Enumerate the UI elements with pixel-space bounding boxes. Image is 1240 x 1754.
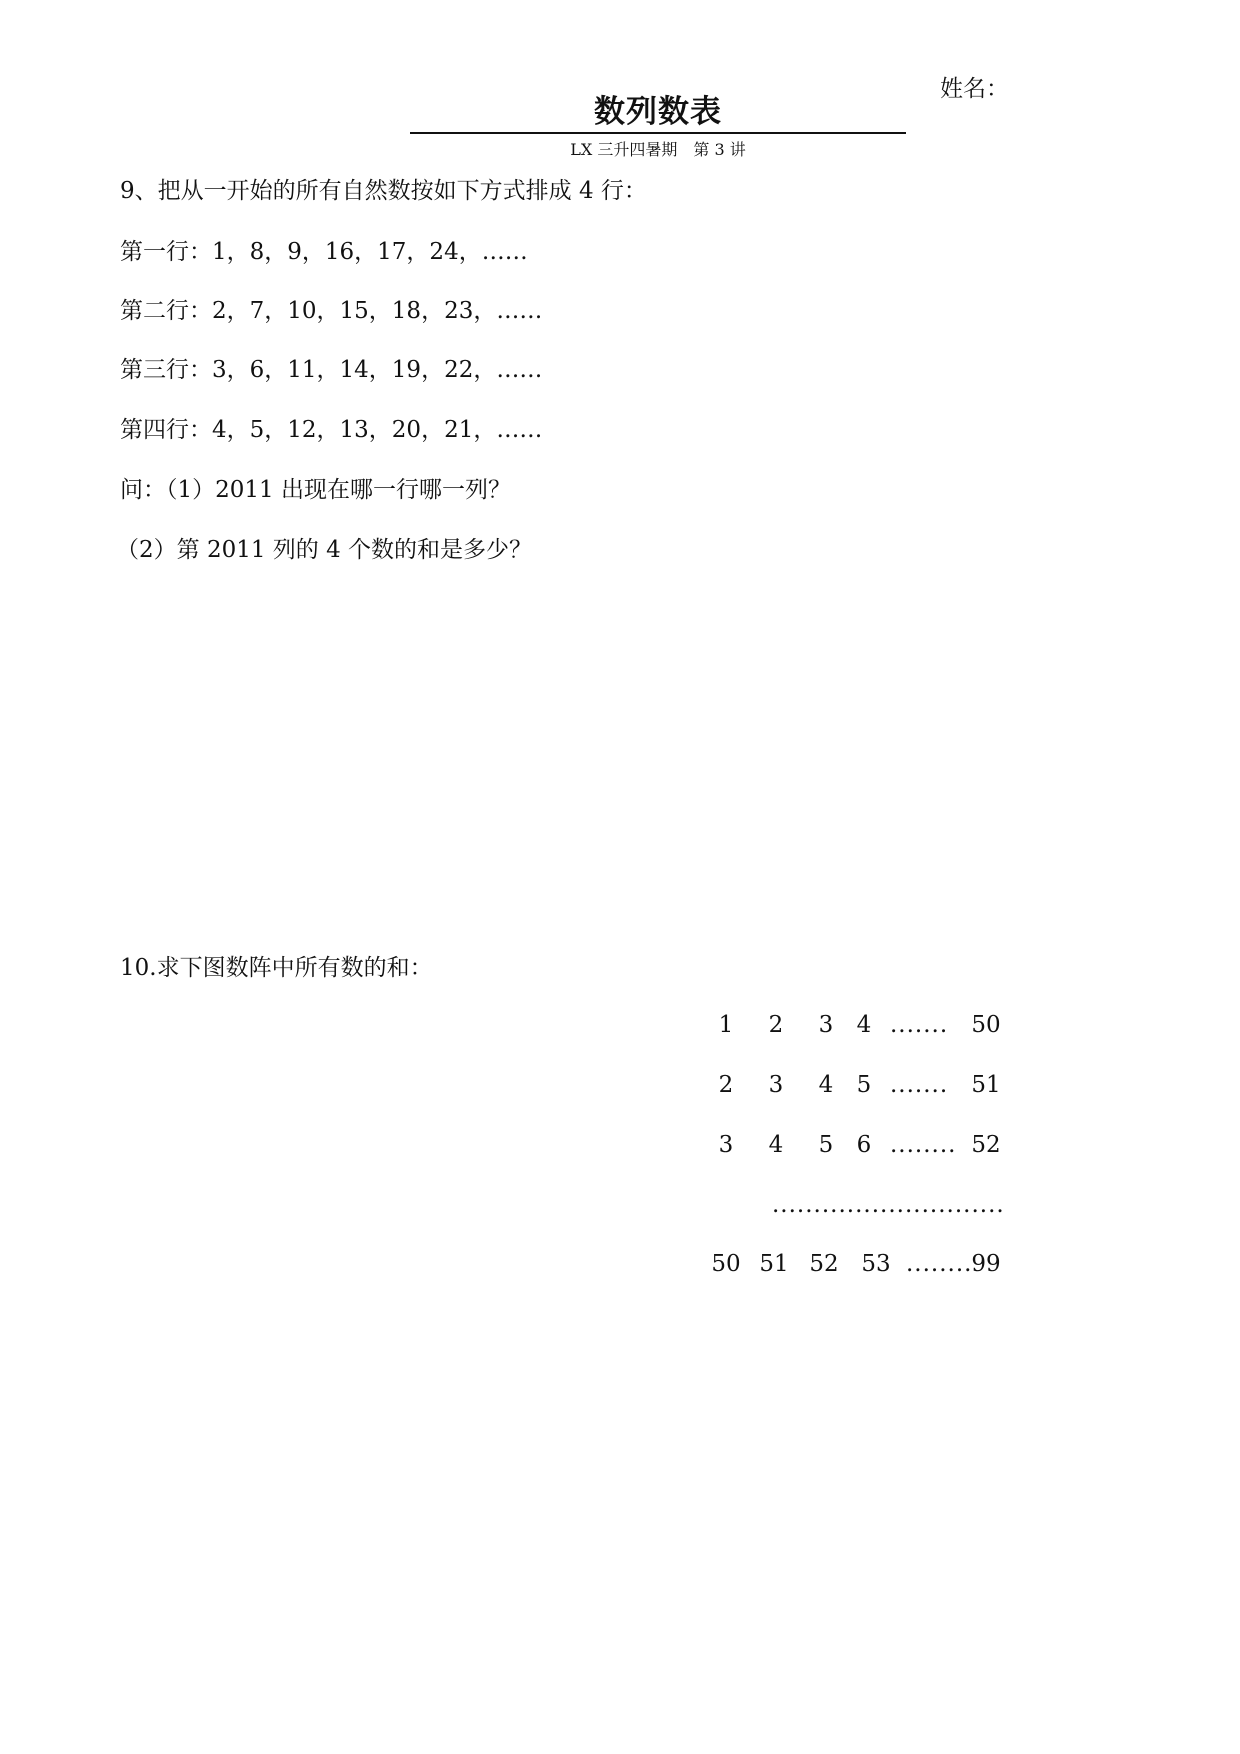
matrix-ellipsis: ........ [906,1251,973,1277]
subtitle-lecture: 第 3 讲 [693,140,746,159]
question-9-ask-1: 问：（1）2011 出现在哪一行哪一列？ [120,477,511,503]
matrix-cell: 3 [718,1132,734,1158]
matrix-cell: 51 [759,1251,789,1277]
matrix-cell: 52 [809,1251,839,1277]
matrix-cell: 4 [818,1072,834,1098]
question-9-row-3: 第三行：3，6，11，14，19，22，…… [120,357,543,383]
matrix-cell: 3 [818,1012,834,1038]
matrix-ellipsis: ....... [890,1072,949,1098]
matrix-cell: 99 [971,1251,1001,1277]
matrix-cell: 50 [971,1012,1001,1038]
question-10-prompt: 10.求下图数阵中所有数的和： [120,955,433,981]
matrix-cell: 2 [718,1072,734,1098]
question-9-ask-2: （2）第 2011 列的 4 个数的和是多少？ [116,537,533,563]
matrix-cell: 2 [768,1012,784,1038]
question-9-row-1: 第一行：1，8，9，16，17，24，…… [120,239,528,265]
matrix-cell: 1 [718,1012,734,1038]
question-9-row-4: 第四行：4，5，12，13，20，21，…… [120,417,543,443]
matrix-ellipsis: ....... [890,1012,949,1038]
student-name-label: 姓名： [940,76,1009,102]
matrix-cell: 52 [971,1132,1001,1158]
page-title: 数列数表 [594,94,722,130]
matrix-ellipsis: ............................ [772,1192,1005,1218]
matrix-cell: 6 [856,1132,872,1158]
matrix-cell: 3 [768,1072,784,1098]
matrix-ellipsis: ........ [890,1132,957,1158]
subtitle-series: LX 三升四暑期 [570,140,678,159]
matrix-row-ellipsis [700,1192,1010,1222]
question-9-prompt: 9、把从一开始的所有自然数按如下方式排成 4 行： [120,178,647,204]
matrix-cell: 4 [768,1132,784,1158]
matrix-cell: 5 [818,1132,834,1158]
matrix-row-2 [700,1072,1010,1102]
matrix-row-3 [700,1132,1010,1162]
matrix-row-1 [700,1012,1010,1042]
question-9-row-2: 第二行：2，7，10，15，18，23，…… [120,298,543,324]
title-underline [410,132,906,134]
matrix-row-last [700,1251,1010,1281]
matrix-cell: 53 [861,1251,891,1277]
page-subtitle [410,137,906,160]
matrix-cell: 50 [711,1251,741,1277]
matrix-cell: 4 [856,1012,872,1038]
matrix-cell: 5 [856,1072,872,1098]
matrix-cell: 51 [971,1072,1001,1098]
